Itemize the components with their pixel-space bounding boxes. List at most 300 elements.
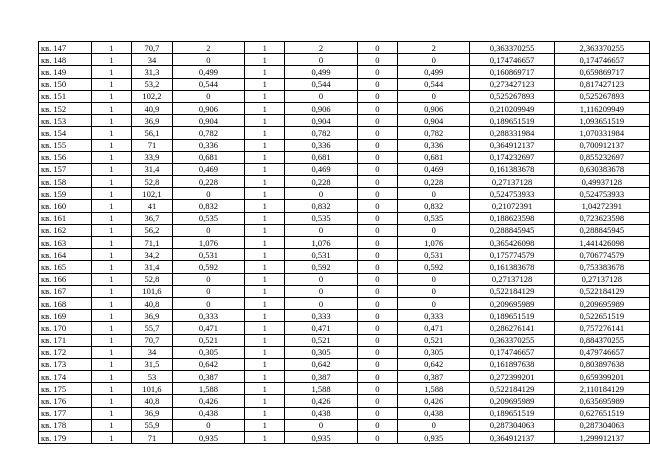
value-cell: 1 — [91, 322, 131, 334]
apartment-cell: кв. 177 — [39, 407, 92, 419]
value-cell: 0,209695989 — [554, 297, 649, 309]
value-cell: 1 — [244, 358, 284, 370]
value-cell: 0,189651519 — [470, 407, 554, 419]
value-cell: 0,286276141 — [470, 322, 554, 334]
value-cell: 0,544 — [398, 78, 470, 90]
value-cell: 0,363370255 — [470, 334, 554, 346]
value-cell: 0,935 — [398, 432, 470, 444]
value-cell: 0,438 — [285, 407, 357, 419]
value-cell: 1 — [91, 419, 131, 431]
value-cell: 1 — [244, 163, 284, 175]
value-cell: 0,305 — [398, 346, 470, 358]
value-cell: 0 — [357, 66, 397, 78]
value-cell: 0,288845945 — [554, 224, 649, 236]
value-cell: 0 — [398, 273, 470, 285]
value-cell: 0 — [398, 419, 470, 431]
value-cell: 0,287304063 — [554, 419, 649, 431]
value-cell: 1 — [91, 139, 131, 151]
value-cell: 71,1 — [132, 237, 173, 249]
value-cell: 0,535 — [172, 212, 244, 224]
value-cell: 1 — [244, 346, 284, 358]
value-cell: 0,544 — [285, 78, 357, 90]
value-cell: 0,803897638 — [554, 358, 649, 370]
value-cell: 0,531 — [172, 249, 244, 261]
table-row — [39, 78, 650, 90]
value-cell: 0 — [357, 432, 397, 444]
value-cell: 1 — [244, 78, 284, 90]
value-cell: 0,904 — [285, 115, 357, 127]
value-cell: 1 — [91, 334, 131, 346]
value-cell: 1 — [91, 115, 131, 127]
apartment-cell: кв. 173 — [39, 358, 92, 370]
value-cell: 101,6 — [132, 285, 173, 297]
value-cell: 0,174746657 — [554, 54, 649, 66]
value-cell: 0,189651519 — [470, 115, 554, 127]
value-cell: 0,387 — [172, 371, 244, 383]
table-row — [39, 249, 650, 261]
value-cell: 1,070331984 — [554, 127, 649, 139]
value-cell: 53,2 — [132, 78, 173, 90]
apartment-cell: кв. 172 — [39, 346, 92, 358]
value-cell: 0 — [357, 322, 397, 334]
value-cell: 0,272399201 — [470, 371, 554, 383]
value-cell: 1 — [91, 42, 131, 54]
table-row — [39, 102, 650, 114]
value-cell: 1,588 — [172, 383, 244, 395]
value-cell: 41 — [132, 200, 173, 212]
table-body — [39, 42, 650, 444]
value-cell: 0,426 — [172, 395, 244, 407]
apartment-cell: кв. 154 — [39, 127, 92, 139]
value-cell: 0,333 — [285, 310, 357, 322]
value-cell: 0,174232697 — [470, 151, 554, 163]
value-cell: 0 — [172, 90, 244, 102]
value-cell: 0 — [357, 371, 397, 383]
value-cell: 101,6 — [132, 383, 173, 395]
value-cell: 1 — [91, 346, 131, 358]
value-cell: 0,817427123 — [554, 78, 649, 90]
value-cell: 0,426 — [285, 395, 357, 407]
value-cell: 0,659399201 — [554, 371, 649, 383]
value-cell: 0,210209949 — [470, 102, 554, 114]
value-cell: 0,174746657 — [470, 346, 554, 358]
value-cell: 1 — [91, 310, 131, 322]
apartment-cell: кв. 171 — [39, 334, 92, 346]
value-cell: 0,832 — [398, 200, 470, 212]
value-cell: 0 — [357, 78, 397, 90]
value-cell: 1 — [91, 371, 131, 383]
value-cell: 0 — [357, 200, 397, 212]
value-cell: 0 — [285, 188, 357, 200]
value-cell: 0,49937128 — [554, 176, 649, 188]
value-cell: 1 — [244, 419, 284, 431]
value-cell: 0,438 — [172, 407, 244, 419]
apartment-cell: кв. 159 — [39, 188, 92, 200]
value-cell: 0,469 — [398, 163, 470, 175]
table-row — [39, 346, 650, 358]
value-cell: 0 — [172, 188, 244, 200]
value-cell: 1 — [244, 334, 284, 346]
value-cell: 0,336 — [398, 139, 470, 151]
value-cell: 0,627651519 — [554, 407, 649, 419]
value-cell: 0,531 — [285, 249, 357, 261]
value-cell: 0 — [357, 285, 397, 297]
value-cell: 0,21072391 — [470, 200, 554, 212]
apartment-cell: кв. 174 — [39, 371, 92, 383]
value-cell: 0,426 — [398, 395, 470, 407]
value-cell: 0,535 — [285, 212, 357, 224]
apartment-cell: кв. 170 — [39, 322, 92, 334]
value-cell: 71 — [132, 432, 173, 444]
value-cell: 1 — [244, 42, 284, 54]
value-cell: 0 — [357, 310, 397, 322]
apartment-cell: кв. 158 — [39, 176, 92, 188]
value-cell: 0,525267893 — [554, 90, 649, 102]
value-cell: 0,499 — [172, 66, 244, 78]
table-row — [39, 224, 650, 236]
table-row — [39, 237, 650, 249]
value-cell: 0,189651519 — [470, 310, 554, 322]
value-cell: 0,935 — [285, 432, 357, 444]
value-cell: 0 — [357, 383, 397, 395]
value-cell: 1 — [91, 358, 131, 370]
value-cell: 0,757276141 — [554, 322, 649, 334]
value-cell: 0,906 — [285, 102, 357, 114]
table-row — [39, 212, 650, 224]
value-cell: 0,592 — [172, 261, 244, 273]
value-cell: 0,305 — [285, 346, 357, 358]
value-cell: 1 — [244, 371, 284, 383]
value-cell: 1 — [244, 237, 284, 249]
value-cell: 55,7 — [132, 322, 173, 334]
value-cell: 0 — [285, 297, 357, 309]
value-cell: 1 — [244, 432, 284, 444]
value-cell: 0 — [357, 358, 397, 370]
value-cell: 34 — [132, 54, 173, 66]
value-cell: 0 — [357, 90, 397, 102]
value-cell: 0 — [357, 54, 397, 66]
value-cell: 0 — [285, 224, 357, 236]
value-cell: 2 — [285, 42, 357, 54]
value-cell: 1 — [91, 176, 131, 188]
table-row — [39, 395, 650, 407]
value-cell: 0,659869717 — [554, 66, 649, 78]
value-cell: 0 — [357, 176, 397, 188]
value-cell: 0 — [357, 297, 397, 309]
value-cell: 0 — [398, 297, 470, 309]
value-cell: 0,642 — [285, 358, 357, 370]
table-row — [39, 273, 650, 285]
value-cell: 0 — [172, 285, 244, 297]
value-cell: 1 — [91, 273, 131, 285]
value-cell: 0 — [357, 237, 397, 249]
value-cell: 0,209695989 — [470, 297, 554, 309]
table-row — [39, 163, 650, 175]
value-cell: 1 — [244, 383, 284, 395]
value-cell: 0,522651519 — [554, 310, 649, 322]
value-cell: 0 — [357, 346, 397, 358]
value-cell: 0,333 — [398, 310, 470, 322]
value-cell: 0,524753933 — [470, 188, 554, 200]
value-cell: 1 — [244, 188, 284, 200]
value-cell: 1 — [91, 261, 131, 273]
value-cell: 31,3 — [132, 66, 173, 78]
apartment-cell: кв. 165 — [39, 261, 92, 273]
value-cell: 56,2 — [132, 224, 173, 236]
value-cell: 0,535 — [398, 212, 470, 224]
value-cell: 1 — [91, 127, 131, 139]
value-cell: 0,364912137 — [470, 432, 554, 444]
value-cell: 70,7 — [132, 42, 173, 54]
value-cell: 0,287304063 — [470, 419, 554, 431]
apartment-cell: кв. 156 — [39, 151, 92, 163]
value-cell: 0,273427123 — [470, 78, 554, 90]
table-row — [39, 200, 650, 212]
value-cell: 0,363370255 — [470, 42, 554, 54]
value-cell: 0,469 — [172, 163, 244, 175]
table-row — [39, 127, 650, 139]
apartment-cell: кв. 175 — [39, 383, 92, 395]
value-cell: 1 — [91, 66, 131, 78]
apartment-cell: кв. 178 — [39, 419, 92, 431]
value-cell: 0,630383678 — [554, 163, 649, 175]
table-row — [39, 285, 650, 297]
value-cell: 31,4 — [132, 163, 173, 175]
value-cell: 102,1 — [132, 188, 173, 200]
value-cell: 36,9 — [132, 115, 173, 127]
table-row — [39, 358, 650, 370]
value-cell: 0,333 — [172, 310, 244, 322]
value-cell: 36,7 — [132, 212, 173, 224]
value-cell: 0,531 — [398, 249, 470, 261]
value-cell: 0,364912137 — [470, 139, 554, 151]
value-cell: 1 — [244, 54, 284, 66]
apartment-cell: кв. 176 — [39, 395, 92, 407]
apartment-cell: кв. 157 — [39, 163, 92, 175]
value-cell: 0,161383678 — [470, 261, 554, 273]
value-cell: 0 — [357, 224, 397, 236]
value-cell: 0,782 — [172, 127, 244, 139]
value-cell: 0 — [398, 224, 470, 236]
value-cell: 0,706774579 — [554, 249, 649, 261]
value-cell: 0,175774579 — [470, 249, 554, 261]
value-cell: 40,9 — [132, 102, 173, 114]
apartment-cell: кв. 148 — [39, 54, 92, 66]
value-cell: 1,076 — [172, 237, 244, 249]
value-cell: 1 — [244, 297, 284, 309]
value-cell: 2 — [398, 42, 470, 54]
value-cell: 1 — [91, 54, 131, 66]
value-cell: 0 — [398, 188, 470, 200]
value-cell: 0 — [357, 139, 397, 151]
value-cell: 55,9 — [132, 419, 173, 431]
value-cell: 0,522184129 — [554, 285, 649, 297]
value-cell: 0 — [172, 224, 244, 236]
value-cell: 0,471 — [398, 322, 470, 334]
value-cell: 1 — [91, 224, 131, 236]
value-cell: 0 — [357, 261, 397, 273]
value-cell: 1,588 — [398, 383, 470, 395]
value-cell: 0,681 — [285, 151, 357, 163]
table-row — [39, 188, 650, 200]
apartment-cell: кв. 168 — [39, 297, 92, 309]
value-cell: 0,228 — [172, 176, 244, 188]
value-cell: 1 — [91, 188, 131, 200]
value-cell: 1 — [244, 66, 284, 78]
value-cell: 56,1 — [132, 127, 173, 139]
value-cell: 0,521 — [398, 334, 470, 346]
value-cell: 1 — [91, 212, 131, 224]
table-row — [39, 371, 650, 383]
value-cell: 1,441426098 — [554, 237, 649, 249]
value-cell: 0 — [285, 419, 357, 431]
value-cell: 1 — [91, 90, 131, 102]
table-row — [39, 176, 650, 188]
value-cell: 52,8 — [132, 176, 173, 188]
value-cell: 0,904 — [172, 115, 244, 127]
value-cell: 0,479746657 — [554, 346, 649, 358]
value-cell: 1 — [244, 102, 284, 114]
value-cell: 34,2 — [132, 249, 173, 261]
apartment-cell: кв. 162 — [39, 224, 92, 236]
table-row — [39, 334, 650, 346]
value-cell: 0,592 — [398, 261, 470, 273]
value-cell: 71 — [132, 139, 173, 151]
value-cell: 1,116209949 — [554, 102, 649, 114]
value-cell: 0,209695989 — [470, 395, 554, 407]
apartment-cell: кв. 163 — [39, 237, 92, 249]
value-cell: 0,522184129 — [470, 383, 554, 395]
value-cell: 1 — [91, 163, 131, 175]
value-cell: 1 — [91, 102, 131, 114]
value-cell: 0 — [357, 102, 397, 114]
value-cell: 0,387 — [398, 371, 470, 383]
table-row — [39, 322, 650, 334]
value-cell: 1 — [91, 395, 131, 407]
value-cell: 0,753383678 — [554, 261, 649, 273]
value-cell: 0 — [357, 127, 397, 139]
value-cell: 0,228 — [285, 176, 357, 188]
table-row — [39, 54, 650, 66]
apartment-cell: кв. 155 — [39, 139, 92, 151]
value-cell: 40,8 — [132, 395, 173, 407]
table-row — [39, 407, 650, 419]
value-cell: 31,4 — [132, 261, 173, 273]
apartment-cell: кв. 169 — [39, 310, 92, 322]
table-row — [39, 432, 650, 444]
apartment-cell: кв. 179 — [39, 432, 92, 444]
apartment-cell: кв. 149 — [39, 66, 92, 78]
value-cell: 70,7 — [132, 334, 173, 346]
value-cell: 0 — [357, 212, 397, 224]
apartment-cell: кв. 161 — [39, 212, 92, 224]
value-cell: 1 — [244, 115, 284, 127]
table-row — [39, 42, 650, 54]
value-cell: 0 — [285, 90, 357, 102]
value-cell: 33,9 — [132, 151, 173, 163]
value-cell: 0,906 — [172, 102, 244, 114]
value-cell: 0,681 — [172, 151, 244, 163]
value-cell: 0,832 — [285, 200, 357, 212]
value-cell: 1,076 — [398, 237, 470, 249]
table-row — [39, 419, 650, 431]
value-cell: 1,299912137 — [554, 432, 649, 444]
table-row — [39, 151, 650, 163]
table-row — [39, 115, 650, 127]
value-cell: 0,521 — [172, 334, 244, 346]
value-cell: 0 — [357, 188, 397, 200]
value-cell: 0,906 — [398, 102, 470, 114]
value-cell: 1 — [244, 200, 284, 212]
value-cell: 0,723623598 — [554, 212, 649, 224]
value-cell: 52,8 — [132, 273, 173, 285]
value-cell: 0,471 — [285, 322, 357, 334]
value-cell: 1 — [244, 151, 284, 163]
value-cell: 1 — [244, 285, 284, 297]
value-cell: 1 — [244, 273, 284, 285]
value-cell: 36,9 — [132, 310, 173, 322]
value-cell: 1 — [91, 78, 131, 90]
apartment-cell: кв. 166 — [39, 273, 92, 285]
value-cell: 0,365426098 — [470, 237, 554, 249]
value-cell: 0,681 — [398, 151, 470, 163]
apartment-cell: кв. 153 — [39, 115, 92, 127]
value-cell: 0 — [357, 163, 397, 175]
value-cell: 1 — [244, 261, 284, 273]
value-cell: 0 — [357, 395, 397, 407]
table-row — [39, 310, 650, 322]
value-cell: 1 — [91, 237, 131, 249]
value-cell: 0 — [172, 419, 244, 431]
value-cell: 1 — [244, 90, 284, 102]
apartment-cell: кв. 152 — [39, 102, 92, 114]
value-cell: 0 — [172, 297, 244, 309]
value-cell: 0,161383678 — [470, 163, 554, 175]
value-cell: 0,161897638 — [470, 358, 554, 370]
value-cell: 1 — [91, 407, 131, 419]
value-cell: 0 — [398, 90, 470, 102]
value-cell: 2,110184129 — [554, 383, 649, 395]
table-row — [39, 383, 650, 395]
value-cell: 0,288331984 — [470, 127, 554, 139]
value-cell: 0 — [357, 273, 397, 285]
table-row — [39, 66, 650, 78]
value-cell: 0,521 — [285, 334, 357, 346]
value-cell: 0 — [357, 115, 397, 127]
value-cell: 2 — [172, 42, 244, 54]
value-cell: 1 — [244, 139, 284, 151]
value-cell: 2,363370255 — [554, 42, 649, 54]
value-cell: 0,642 — [172, 358, 244, 370]
value-cell: 1,04272391 — [554, 200, 649, 212]
value-cell: 1 — [244, 127, 284, 139]
value-cell: 0,27137128 — [470, 176, 554, 188]
value-cell: 1 — [91, 432, 131, 444]
value-cell: 1 — [244, 322, 284, 334]
value-cell: 1,076 — [285, 237, 357, 249]
value-cell: 0 — [357, 249, 397, 261]
apartment-cell: кв. 151 — [39, 90, 92, 102]
value-cell: 0,288845945 — [470, 224, 554, 236]
value-cell: 0,27137128 — [470, 273, 554, 285]
value-cell: 0 — [398, 285, 470, 297]
value-cell: 1 — [244, 249, 284, 261]
value-cell: 0 — [357, 334, 397, 346]
value-cell: 0,499 — [285, 66, 357, 78]
value-cell: 0 — [285, 285, 357, 297]
value-cell: 102,2 — [132, 90, 173, 102]
value-cell: 0,174746657 — [470, 54, 554, 66]
